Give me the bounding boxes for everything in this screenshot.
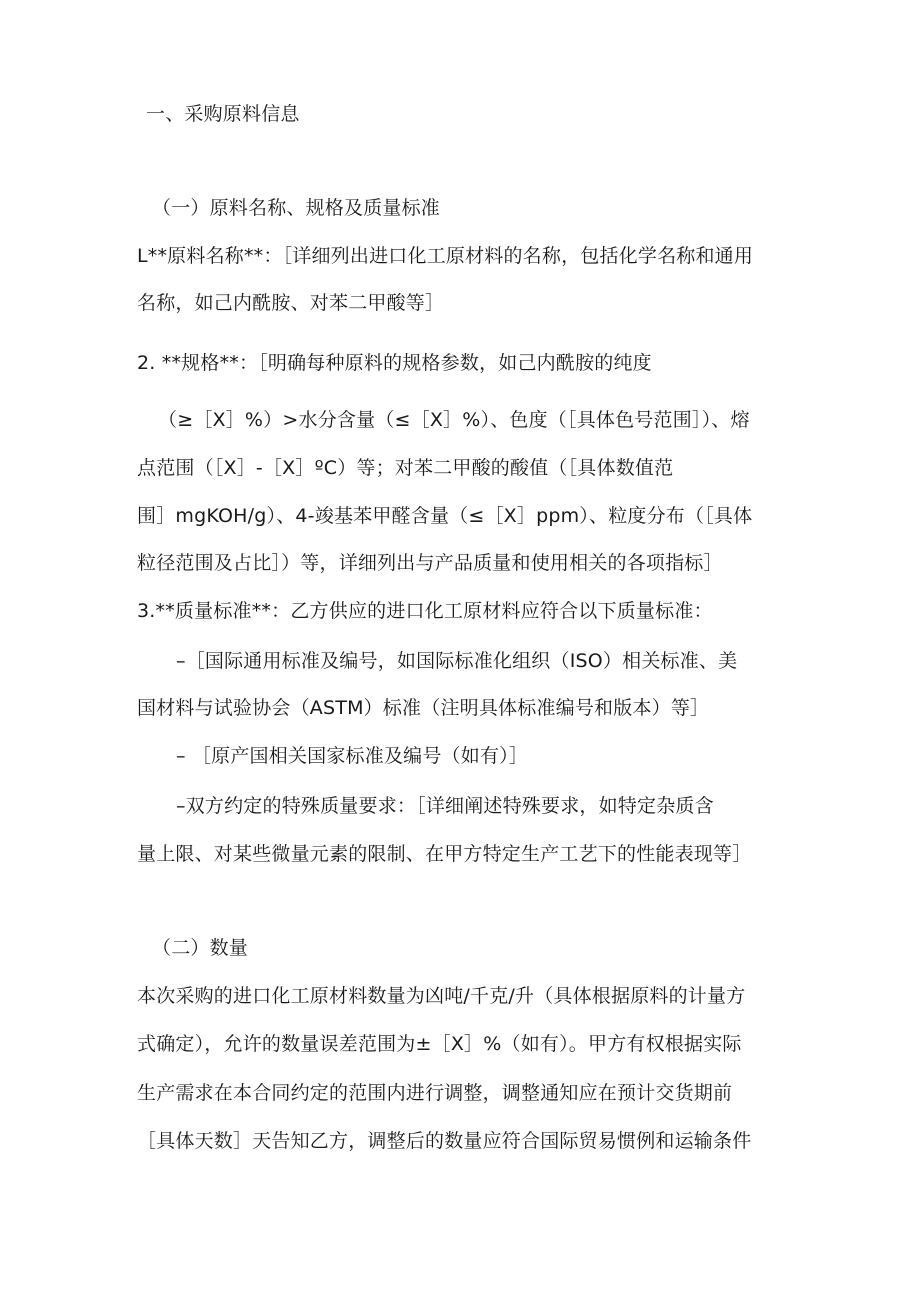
paragraph-line: 点范围（［X］-［X］ºC）等；对苯二甲酸的酸值（［具体数值范	[137, 457, 674, 479]
paragraph-line: ［具体天数］天告知乙方，调整后的数量应符合国际贸易惯例和运输条件	[137, 1130, 752, 1152]
bullet-line: –［国际通用标准及编号，如国际标准化组织（ISO）相关标准、美	[176, 650, 738, 672]
paragraph-line: 生产需求在本合同约定的范围内进行调整，调整通知应在预计交货期前	[137, 1082, 733, 1104]
paragraph-line: L**原料名称**：［详细列出进口化工原材料的名称，包括化学名称和通用	[137, 245, 754, 267]
paragraph-line: 3.**质量标准**：乙方供应的进口化工原材料应符合以下质量标准：	[137, 600, 713, 622]
subsection-title-1: （一）原料名称、规格及质量标准	[152, 197, 441, 219]
bullet-line: – ［原产国相关国家标准及编号（如有）］	[176, 745, 529, 767]
subsection-title-2: （二）数量	[152, 937, 249, 959]
paragraph-line: 式确定），允许的数量误差范围为±［X］%（如有）。甲方有权根据实际	[137, 1033, 742, 1055]
bullet-line: –双方约定的特殊质量要求：［详细阐述特殊要求，如特定杂质含	[176, 795, 714, 817]
bullet-line: 量上限、对某些微量元素的限制、在甲方特定生产工艺下的性能表现等］	[137, 843, 752, 865]
paragraph-line: 围］mgKOH∕g）、4-竣基苯甲醛含量（≤［X］ppm）、粒度分布（［具体	[137, 505, 753, 527]
paragraph-line: 名称，如己内酰胺、对苯二甲酸等］	[137, 292, 445, 314]
paragraph-line: 2. **规格**：［明确每种原料的规格参数，如己内酰胺的纯度	[137, 352, 652, 374]
bullet-line: 国材料与试验协会（ASTM）标准（注明具体标准编号和版本）等］	[137, 697, 710, 719]
section-title: 一、采购原料信息	[146, 103, 300, 125]
paragraph-line: 粒径范围及占比］）等，详细列出与产品质量和使用相关的各项指标］	[137, 552, 723, 574]
paragraph-line: （≥［X］%）>水分含量（≤［X］%）、色度（［具体色号范围］）、熔	[158, 409, 750, 431]
paragraph-line: 本次采购的进口化工原材料数量为凶吨/千克/升（具体根据原料的计量方	[137, 985, 746, 1007]
